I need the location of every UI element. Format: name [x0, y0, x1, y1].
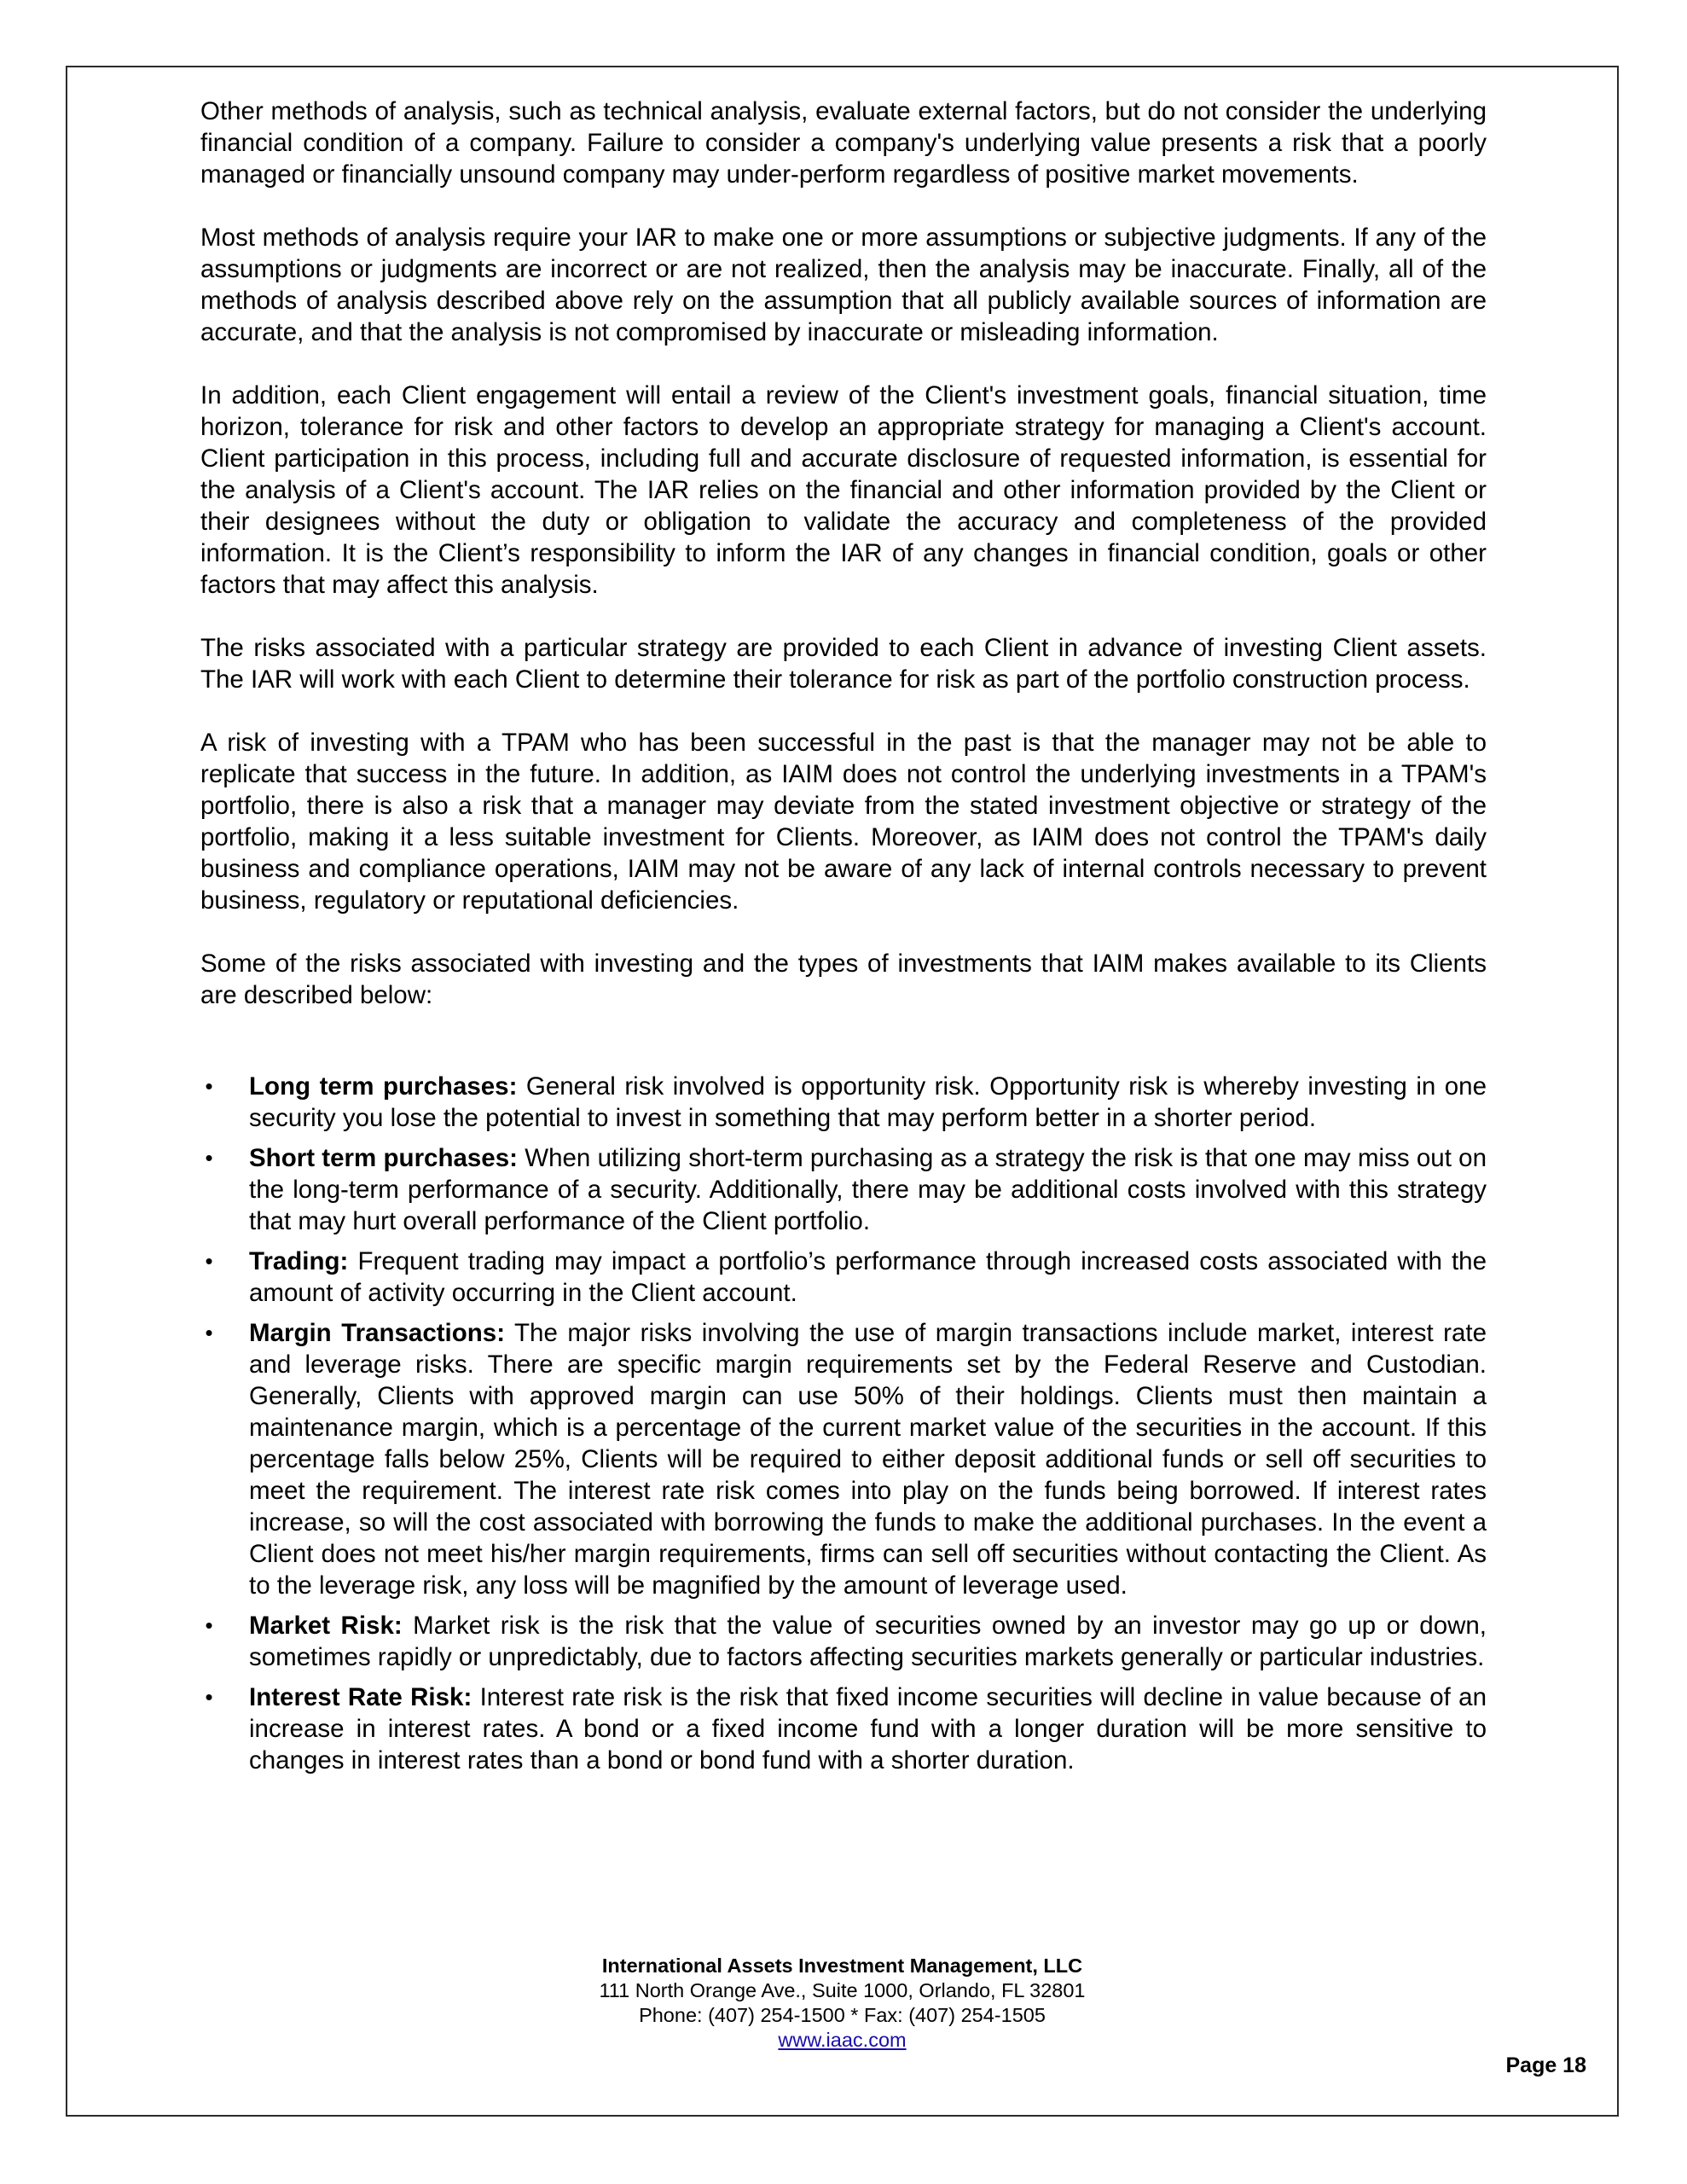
- list-item-interest-rate-risk: [200, 1682, 1487, 1776]
- paragraph-tpam-risk: A risk of investing with a TPAM who has been successful in the past is that the manager may not be able to replicate that success in the future. In addition, as IAIM does not control the underlying investments in a TPAM's portfolio, there is also a risk that a manager may deviate from the stated investment objective or strategy of the portfolio, making it a less suitable investment for Clients. Moreover, as IAIM does not control the TPAM's daily business and compliance operations, IAIM may not be aware of any lack of internal controls necessary to prevent business, regulatory or reputational deficiencies.: [200, 729, 1487, 915]
- footer-company: International Assets Investment Management, LLC: [601, 1955, 1083, 1977]
- list-item-margin: [200, 1317, 1487, 1601]
- paragraph-technical-analysis: Other methods of analysis, such as technical analysis, evaluate external factors, but do not consider the underlying financial condition of a company. Failure to consider a company's underlying value presents a risk that a poorly managed or financially unsound company may under-perform regardless of positive market movements.: [200, 97, 1487, 189]
- risk-list: [200, 1071, 1487, 1776]
- bullet-term: Market Risk:: [249, 1612, 403, 1640]
- bullet-text: When utilizing short-term purchasing as a strategy the risk is that one may miss out on the long-term performance of a security. Additionally, there may be additional costs involved with this strategy that may hurt overall performance of the Client portfolio.: [249, 1144, 1487, 1235]
- bullet-icon: •: [205, 1320, 213, 1345]
- bullet-icon: •: [205, 1073, 213, 1099]
- bullet-term: Trading:: [249, 1247, 349, 1275]
- bullet-icon: •: [205, 1684, 213, 1710]
- bullet-term: Short term purchases:: [249, 1144, 518, 1172]
- paragraph-strategy-risks: The risks associated with a particular strategy are provided to each Client in advance of investing Client assets. The IAR will work with each Client to determine their tolerance for risk as part of the portfolio construction process.: [200, 634, 1487, 694]
- bullet-icon: •: [205, 1612, 213, 1638]
- bullet-text: Market risk is the risk that the value of securities owned by an investor may go up or down, sometimes rapidly or unpredictably, due to factors affecting securities markets generally or particular industries.: [249, 1612, 1487, 1671]
- footer-website-link[interactable]: www.iaac.com: [778, 2029, 907, 2051]
- page-footer: [66, 1954, 1619, 2053]
- bullet-text: General risk involved is opportunity risk. Opportunity risk is whereby investing in one security you lose the potential to invest in something that may perform better in a shorter period.: [249, 1072, 1487, 1132]
- list-item-long-term: [200, 1071, 1487, 1134]
- paragraph-client-engagement: In addition, each Client engagement will entail a review of the Client's investment goals, financial situation, time horizon, tolerance for risk and other factors to develop an appropriate strategy for managing a Client's account. Client participation in this process, including full and accurate disclosure of requested information, is essential for the analysis of a Client's account. The IAR relies on the financial and other information provided by the Client or their designees without the duty or obligation to validate the accuracy and completeness of the provided information. It is the Client’s responsibility to inform the IAR of any changes in financial condition, goals or other factors that may affect this analysis.: [200, 381, 1487, 599]
- paragraph-assumptions: Most methods of analysis require your IAR to make one or more assumptions or subjective judgments. If any of the assumptions or judgments are incorrect or are not realized, then the analysis may be inaccurate. Finally, all of the methods of analysis described above rely on the assumption that all publicly available sources of information are accurate, and that the analysis is not compromised by inaccurate or misleading information.: [200, 224, 1487, 346]
- bullet-text: Interest rate risk is the risk that fixed income securities will decline in value because of an increase in interest rates. A bond or a fixed income fund with a longer duration will be more sensitive to changes in interest rates than a bond or bond fund with a shorter duration.: [249, 1683, 1487, 1774]
- bullet-icon: •: [205, 1145, 213, 1170]
- document-body: [200, 96, 1487, 1785]
- footer-address: 111 North Orange Ave., Suite 1000, Orlando, FL 32801: [599, 1979, 1086, 2001]
- bullet-term: Margin Transactions:: [249, 1319, 506, 1347]
- list-item-market-risk: [200, 1610, 1487, 1673]
- list-item-short-term: [200, 1142, 1487, 1237]
- footer-phone: Phone: (407) 254-1500 * Fax: (407) 254-1505: [639, 2004, 1046, 2026]
- paragraph-risks-intro: Some of the risks associated with investing and the types of investments that IAIM makes available to its Clients are described below:: [200, 950, 1487, 1009]
- bullet-term: Interest Rate Risk:: [249, 1683, 472, 1711]
- page-number: Page 18: [1505, 2053, 1586, 2077]
- bullet-term: Long term purchases:: [249, 1072, 518, 1101]
- bullet-icon: •: [205, 1248, 213, 1274]
- list-item-trading: [200, 1246, 1487, 1309]
- bullet-text: Frequent trading may impact a portfolio’s performance through increased costs associated with the amount of activity occurring in the Client account.: [249, 1247, 1487, 1307]
- bullet-text: The major risks involving the use of margin transactions include market, interest rate and leverage risks. There are specific margin requirements set by the Federal Reserve and Custodian. Generally, Clients with approved margin can use 50% of their holdings. Clients must then maintain a maintenance margin, which is a percentage of the current market value of the securities in the account. If this percentage falls below 25%, Clients will be required to either deposit additional funds or sell off securities to meet the requirement. The interest rate risk comes into play on the funds being borrowed. If interest rates increase, so will the cost associated with borrowing the funds to make the additional purchases. In the event a Client does not meet his/her margin requirements, firms can sell off securities without contacting the Client. As to the leverage risk, any loss will be magnified by the amount of leverage used.: [249, 1319, 1487, 1600]
